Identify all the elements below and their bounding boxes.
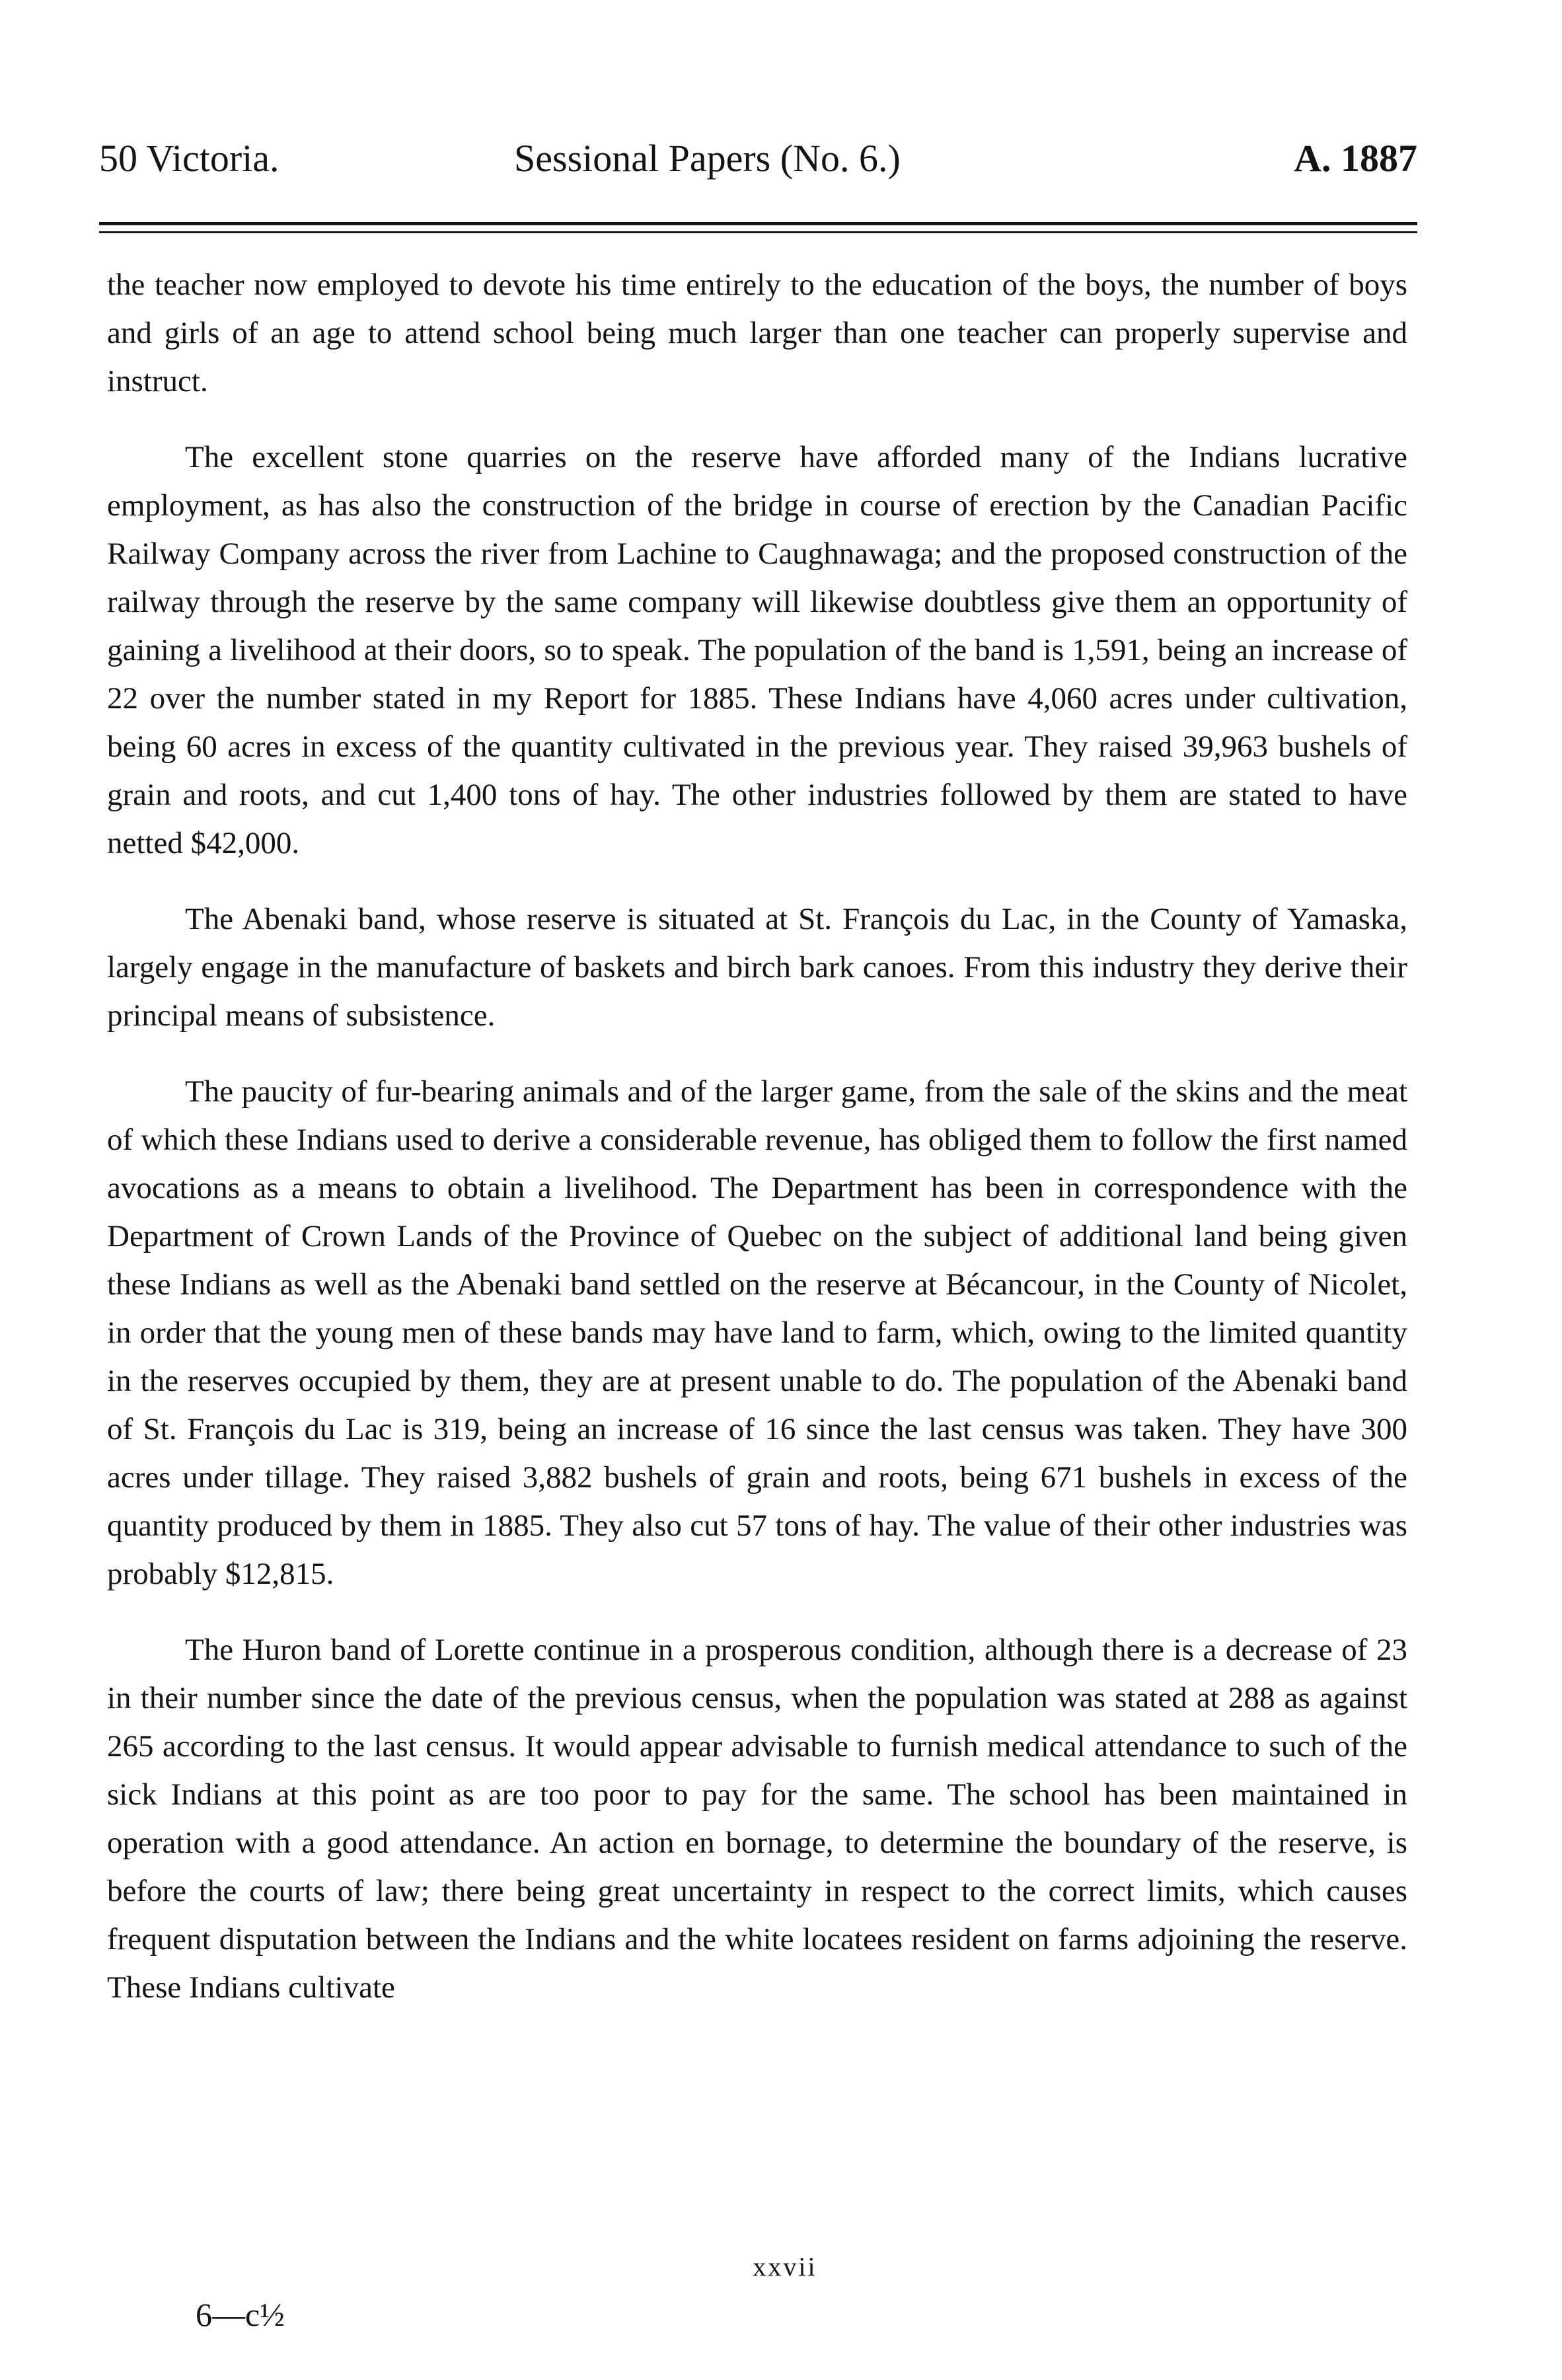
page-number: xxvii (753, 2252, 817, 2282)
header-rule-thick (99, 222, 1417, 225)
signature-mark: 6—c½ (196, 2296, 285, 2333)
paragraph-5: The Huron band of Lorette continue in a prosperous condition, although there is a decrease of 23 in their number since the date of the previous census, when the population was stated at 288 as against 265 according to the last census. It would appear advisable to furnish medical attendance to such of the sick Indians at this point as are too poor to pay for the same. The school has been maintained in operation with a good attendance. An action en bornage, to determine the boundary of the reserve, is before the courts of law; there being great uncertainty in respect to the correct limits, which causes frequent disputation between the Indians and the white locatees resident on farms adjoining the reserve. These Indians cultivate (107, 1633, 1407, 2005)
page-header (99, 132, 1417, 185)
paragraph-3: The Abenaki band, whose reserve is situated at St. François du Lac, in the County of Yamaska, largely engage in the manufacture of baskets and birch bark canoes. From this industry they derive their principal means of subsistence. (107, 902, 1407, 1033)
header-year: A. 1887 (1294, 137, 1417, 180)
paragraph-4: The paucity of fur-bearing animals and of the larger game, from the sale of the skins and the meat of which these Indians used to derive a considerable revenue, has obliged them to follow the first named avocations as a means to obtain a livelihood. The Department has been in correspondence with the Department of Crown Lands of the Province of Quebec on the subject of additional land being given these Indians as well as the Abenaki band settled on the reserve at Bécancour, in the County of Nicolet, in order that the young men of these bands may have land to farm, which, owing to the limited quantity in the reserves occupied by them, they are at present unable to do. The population of the Abenaki band of St. François du Lac is 319, being an increase of 16 since the last census was taken. They have 300 acres under tillage. They raised 3,882 bushels of grain and roots, being 671 bushels in excess of the quantity produced by them in 1885. They also cut 57 tons of hay. The value of their other industries was probably $12,815. (107, 1074, 1407, 1591)
header-title: Sessional Papers (No. 6.) (514, 137, 901, 180)
body-text (107, 261, 1407, 2040)
header-rule-thin (99, 231, 1417, 233)
paragraph-2: The excellent stone quarries on the reserve have afforded many of the Indians lucrative employment, as has also the construction of the bridge in course of erection by the Canadian Pacific Railway Company across the river from Lachine to Caughnawaga; and the proposed construction of the railway through the reserve by the same company will likewise doubtless give them an opportunity of gaining a livelihood at their doors, so to speak. The population of the band is 1,591, being an increase of 22 over the number stated in my Report for 1885. These Indians have 4,060 acres under cultivation, being 60 acres in excess of the quantity cultivated in the previous year. They raised 39,963 bushels of grain and roots, and cut 1,400 tons of hay. The other industries followed by them are stated to have netted $42,000. (107, 440, 1407, 860)
header-session: 50 Victoria. (99, 137, 279, 180)
paragraph-1: the teacher now employed to devote his time entirely to the education of the boys, the number of boys and girls of an age to attend school being much larger than one teacher can properly supervise and instruct. (107, 268, 1407, 398)
